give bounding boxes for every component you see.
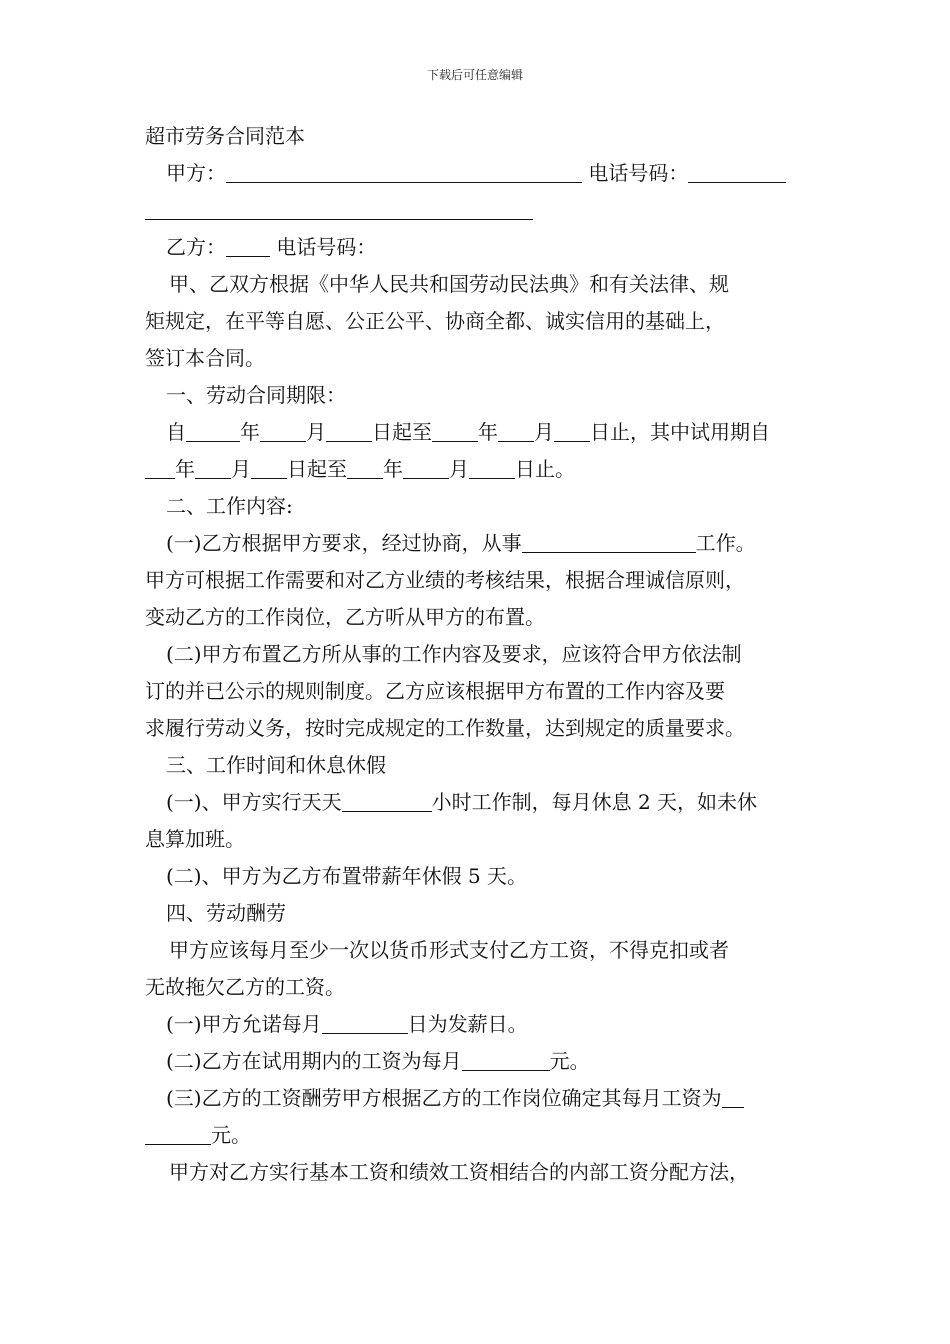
term-text: 年 (383, 457, 403, 481)
term-text: 月 (231, 457, 251, 481)
term-blank[interactable] (347, 458, 383, 479)
s4-p3-line-2 (145, 1117, 813, 1154)
term-text: 日止。 (515, 457, 575, 481)
page-header: 下载后可任意编辑 (426, 68, 523, 82)
s2-p2-line-3: 求履行劳动义务，按时完成规定的工作数量，达到规定的质量要求。 (145, 716, 745, 740)
s2-p2-line-1: (二)甲方布置乙方所从事的工作内容及要求，应该符合甲方依法制 (166, 642, 742, 666)
payday-blank[interactable] (322, 1013, 408, 1034)
term-blank[interactable] (145, 458, 175, 479)
term-blank[interactable] (326, 421, 372, 442)
party-a-phone-blank[interactable] (688, 162, 786, 183)
term-blank[interactable] (251, 458, 287, 479)
term-text: 月 (534, 420, 554, 444)
monthly-wage-blank-cont[interactable] (145, 1124, 211, 1145)
phone-label: 电话号码： (588, 161, 689, 185)
s4-p3-text: 元。 (211, 1123, 251, 1147)
party-a-continuation-blank[interactable] (145, 199, 533, 220)
s2-p1-line-3: 变动乙方的工作岗位，乙方听从甲方的布置。 (145, 605, 545, 629)
s4-p3-line-1 (145, 1080, 813, 1117)
s2-p1-line-2: 甲方可根据工作需要和对乙方业绩的考核结果，根据合理诚信原则， (145, 568, 745, 592)
term-blank[interactable] (432, 421, 478, 442)
term-text: 月 (306, 420, 326, 444)
party-b-blank[interactable] (226, 236, 270, 257)
party-b-phone-label: 电话号码： (270, 235, 377, 259)
party-b-label: 乙方： (166, 235, 226, 259)
probation-wage-blank[interactable] (462, 1050, 550, 1071)
term-text: 年 (175, 457, 195, 481)
s3-p1-line-2: 息算加班。 (145, 827, 245, 851)
monthly-wage-blank[interactable] (722, 1087, 744, 1108)
section-2-title: 二、工作内容: (166, 494, 293, 518)
s4-p2 (145, 1043, 813, 1080)
s3-p1-line-1 (145, 784, 813, 821)
term-text: 自 (166, 420, 186, 444)
s4-p0-line-1: 甲方应该每月至少一次以货币形式支付乙方工资，不得克扣或者 (169, 938, 729, 962)
term-text: 日起至 (372, 420, 432, 444)
hours-blank[interactable] (342, 791, 432, 812)
s4-p1-text: 日为发薪日。 (407, 1012, 528, 1036)
s2-p2-line-2: 订的并已公示的规则制度。乙方应该根据甲方布置的工作内容及要 (145, 679, 725, 703)
s3-p2: (二)、甲方为乙方布置带薪年休假 5 天。 (166, 864, 528, 888)
term-text: 日起至 (287, 457, 347, 481)
term-text: 年 (240, 420, 260, 444)
term-text: 日止，其中试用期自 (590, 420, 770, 444)
term-line-2 (145, 451, 813, 488)
party-a-blank[interactable] (226, 162, 582, 183)
section-4-title: 四、劳动酬劳 (166, 901, 286, 925)
s2-p1-line-1 (145, 525, 813, 562)
s4-p2-text: 元。 (549, 1049, 590, 1073)
intro-line-3: 签订本合同。 (145, 346, 265, 370)
s3-p1-text: 小时工作制，每月休息 2 天，如未休 (431, 790, 758, 814)
section-1-title: 一、劳动合同期限： (166, 383, 346, 407)
term-blank[interactable] (403, 458, 449, 479)
term-blank[interactable] (469, 458, 515, 479)
party-a-label: 甲方： (166, 161, 226, 185)
document-title: 超市劳务合同范本 (145, 124, 305, 148)
term-text: 月 (449, 457, 469, 481)
s4-p0-line-2: 无故拖欠乙方的工资。 (145, 975, 345, 999)
s2-p1-text: (一)乙方根据甲方要求，经过协商，从事 (166, 531, 522, 555)
s4-p3-text: (三)乙方的工资酬劳甲方根据乙方的工作岗位确定其每月工资为 (166, 1086, 722, 1110)
section-3-title: 三、工作时间和休息休假 (166, 753, 386, 777)
party-a-continuation (145, 192, 813, 229)
s2-p1-text: 工作。 (695, 531, 756, 555)
s4-p2-text: (二)乙方在试用期内的工资为每月 (166, 1049, 462, 1073)
term-blank[interactable] (260, 421, 306, 442)
term-blank[interactable] (498, 421, 534, 442)
term-blank[interactable] (186, 421, 240, 442)
s4-p1 (145, 1006, 813, 1043)
s4-p1-text: (一)甲方允诺每月 (166, 1012, 322, 1036)
term-blank[interactable] (195, 458, 231, 479)
intro-line-1: 甲、乙双方根据《中华人民共和国劳动民法典》和有关法律、规 (169, 272, 729, 296)
party-a-line (145, 155, 813, 192)
term-text: 年 (478, 420, 498, 444)
term-line-1 (145, 414, 813, 451)
s4-p4: 甲方对乙方实行基本工资和绩效工资相结合的内部工资分配方法， (169, 1160, 749, 1184)
party-b-line (145, 229, 813, 266)
job-blank[interactable] (522, 532, 696, 553)
intro-line-2: 矩规定，在平等自愿、公正公平、协商全都、诚实信用的基础上， (145, 309, 725, 333)
contract-body (145, 118, 813, 1191)
s3-p1-text: (一)、甲方实行天天 (166, 790, 342, 814)
term-blank[interactable] (554, 421, 590, 442)
